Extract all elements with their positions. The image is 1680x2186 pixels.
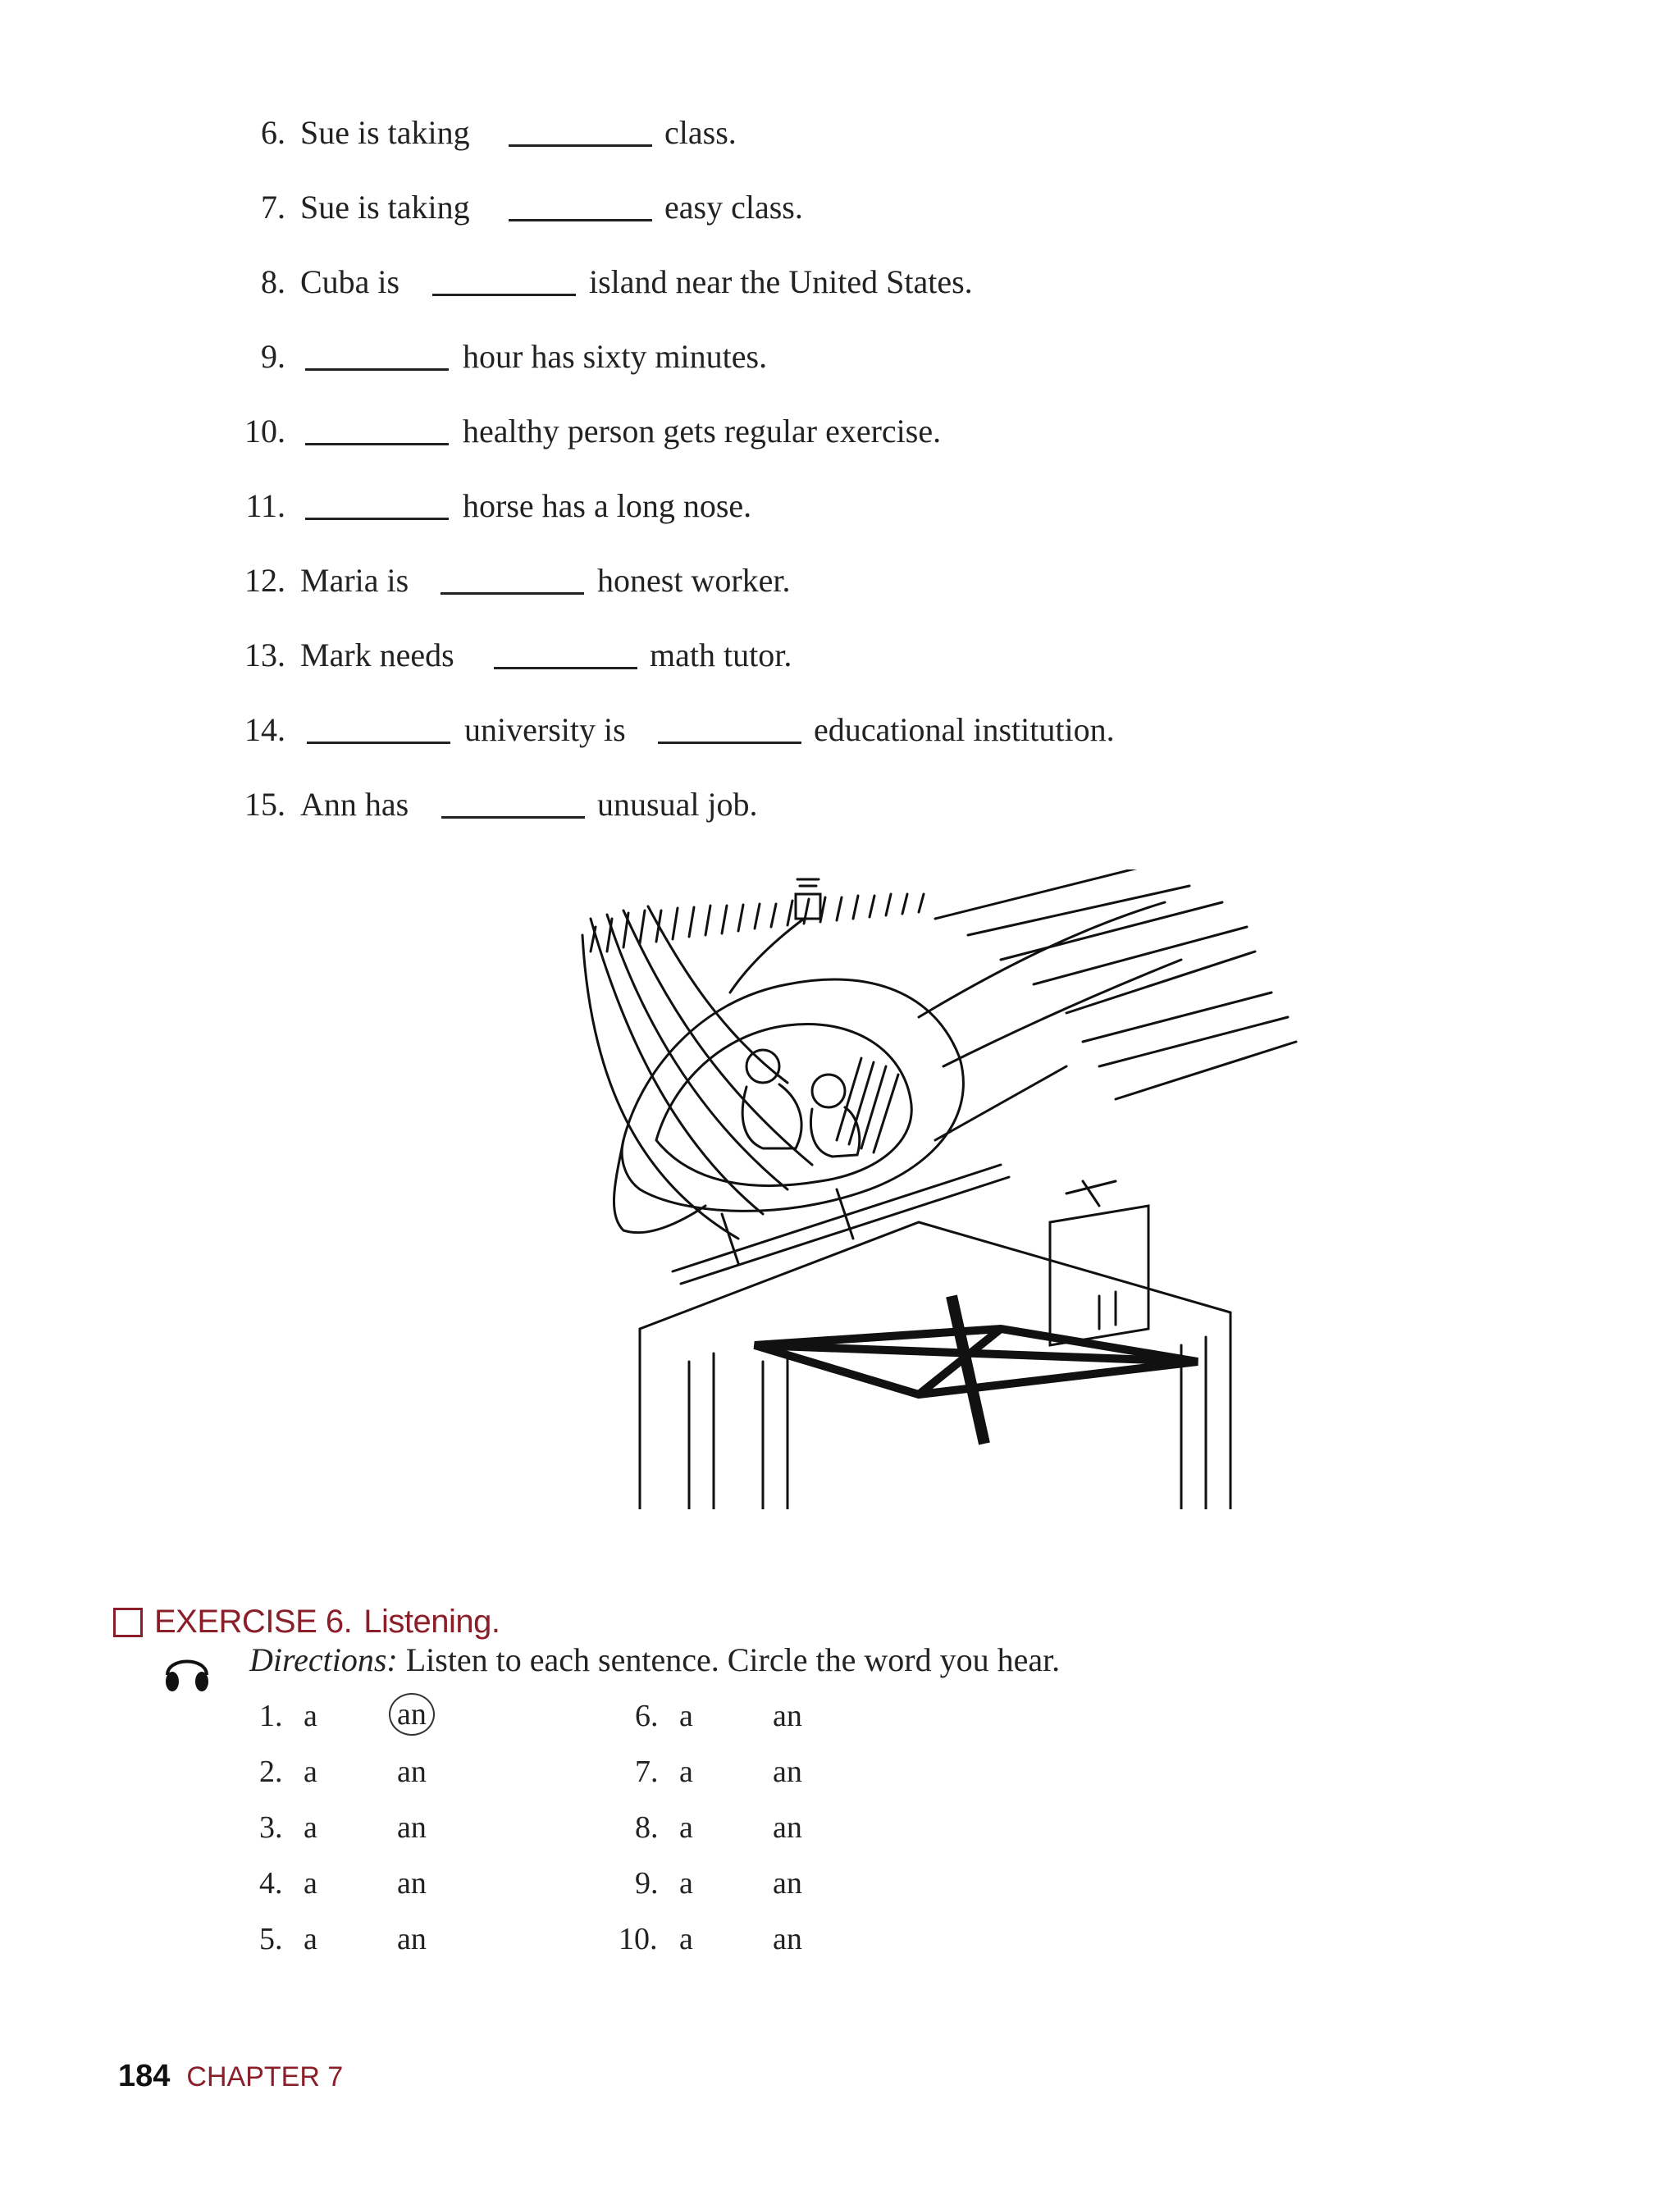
answer-blank[interactable]	[307, 742, 450, 744]
option-number: 7.	[635, 1755, 659, 1789]
sentence-text: unusual job.	[597, 786, 758, 823]
option-number: 1.	[259, 1699, 283, 1733]
sentence-text: honest worker.	[597, 562, 791, 599]
sentence-text: horse has a long nose.	[463, 487, 752, 524]
sentence-number: 12.	[244, 562, 285, 599]
option-a[interactable]: a	[679, 1922, 693, 1956]
option-a[interactable]: a	[679, 1866, 693, 1901]
sentence-text: Sue is taking	[300, 189, 470, 226]
sentence-number: 10.	[244, 413, 285, 450]
sentence-text: educational institution.	[814, 711, 1115, 748]
option-number: 2.	[259, 1755, 283, 1789]
sentence-number: 13.	[244, 637, 285, 673]
option-an[interactable]: an	[773, 1699, 802, 1733]
answer-blank[interactable]	[305, 518, 449, 520]
option-an-circled[interactable]: an	[389, 1693, 435, 1736]
sentence-text: Cuba is	[300, 263, 400, 300]
sentence-text: class.	[664, 114, 737, 151]
sentence-number: 11.	[245, 487, 285, 524]
option-number: 10.	[619, 1922, 658, 1956]
option-number: 6.	[635, 1699, 659, 1733]
answer-blank[interactable]	[441, 816, 585, 819]
option-a[interactable]: a	[679, 1699, 693, 1733]
option-a[interactable]: a	[304, 1810, 317, 1845]
option-a[interactable]: a	[679, 1810, 693, 1845]
option-number: 8.	[635, 1810, 659, 1845]
option-number: 4.	[259, 1866, 283, 1901]
option-a[interactable]: a	[304, 1922, 317, 1956]
answer-blank[interactable]	[509, 144, 652, 147]
sentence-text: university is	[464, 711, 626, 748]
sentence-text: easy class.	[664, 189, 803, 226]
option-an[interactable]: an	[773, 1866, 802, 1901]
exercise-title: EXERCISE 6.	[154, 1604, 353, 1640]
option-a[interactable]: a	[304, 1755, 317, 1789]
exercise-heading	[113, 1604, 500, 1641]
option-an[interactable]: an	[773, 1922, 802, 1956]
sentence-text: Mark needs	[300, 637, 454, 673]
sentence-number: 7.	[261, 189, 285, 226]
answer-blank[interactable]	[305, 443, 449, 445]
option-number: 5.	[259, 1922, 283, 1956]
option-an[interactable]: an	[397, 1755, 427, 1789]
page-number: 184	[118, 2059, 171, 2093]
option-an[interactable]: an	[397, 1810, 427, 1845]
directions-label: Directions:	[249, 1641, 398, 1678]
option-an[interactable]: an	[397, 1866, 427, 1901]
answer-blank[interactable]	[658, 742, 801, 744]
sentence-text: healthy person gets regular exercise.	[463, 413, 942, 450]
exercise-checkbox[interactable]	[113, 1608, 143, 1637]
answer-blank[interactable]	[305, 368, 449, 371]
answer-blank[interactable]	[441, 592, 584, 595]
sentence-number: 9.	[261, 338, 285, 375]
chapter-label: CHAPTER 7	[186, 2061, 344, 2092]
option-number: 9.	[635, 1866, 659, 1901]
sentence-text: Maria is	[300, 562, 409, 599]
answer-blank[interactable]	[432, 294, 576, 296]
answer-blank[interactable]	[494, 667, 637, 669]
option-number: 3.	[259, 1810, 283, 1845]
sentence-text: Sue is taking	[300, 114, 470, 151]
option-an[interactable]: an	[397, 1922, 427, 1956]
answer-blank[interactable]	[509, 219, 652, 221]
option-a[interactable]: a	[304, 1699, 317, 1733]
exercise-directions	[249, 1641, 1060, 1679]
option-a[interactable]: a	[304, 1866, 317, 1901]
page-footer	[118, 2059, 343, 2094]
sentence-text: island near the United States.	[589, 263, 973, 300]
directions-text: Listen to each sentence. Circle the word you hear.	[405, 1641, 1061, 1678]
option-an[interactable]: an	[773, 1755, 802, 1789]
option-a[interactable]: a	[679, 1755, 693, 1789]
sentence-number: 6.	[261, 114, 285, 151]
sentence-number: 14.	[244, 711, 285, 748]
helicopter-illustration	[574, 869, 1312, 1509]
sentence-text: math tutor.	[650, 637, 792, 673]
exercise-subtitle: Listening.	[363, 1604, 500, 1640]
sentence-text: Ann has	[300, 786, 409, 823]
sentence-number: 15.	[244, 786, 285, 823]
option-an[interactable]: an	[773, 1810, 802, 1845]
sentence-number: 8.	[261, 263, 285, 300]
sentence-text: hour has sixty minutes.	[463, 338, 768, 375]
headphone-icon	[161, 1647, 213, 1695]
